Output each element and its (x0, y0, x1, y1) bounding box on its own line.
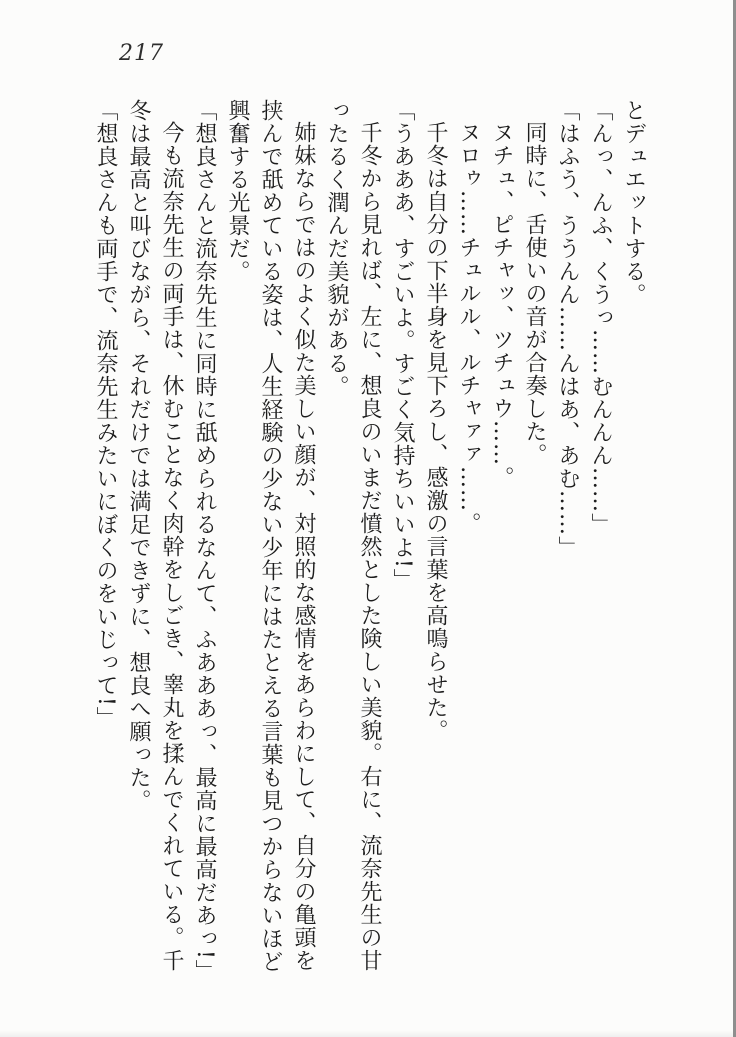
page-number: 217 (119, 41, 164, 66)
text-line: ヌチュ、ピチャッ、ツチュウ……。 (489, 121, 514, 489)
text-line: とデュエットする。 (621, 99, 646, 306)
text-line: 挟んで舐めている姿は、人生経験の少ない少年にはたとえる言葉も見つからないほど (258, 99, 283, 973)
text-line: 同時に、舌使いの音が合奏した。 (522, 121, 547, 466)
text-line: 千冬は自分の下半身を見下ろし、感激の言葉を高鳴らせた。 (423, 121, 448, 742)
text-line: 姉妹ならではのよく似た美しい顔が、対照的な感情をあらわにして、自分の亀頭を (291, 121, 316, 972)
text-line: 「想良さんと流奈先生に同時に舐められるなんて、ふあああっ、最高に最高だあっ!」 (192, 99, 217, 983)
text-line: 「想良さんも両手で、流奈先生みたいにぼくのをいじって!」 (93, 99, 118, 730)
text-line: 今も流奈先生の両手は、休むことなく肉幹をしごき、睾丸を揉んでくれている。千 (159, 121, 184, 972)
text-line: 興奮する光景だ。 (225, 99, 250, 283)
text-line: 「んっ、んふ、くうっ……むんんん……」 (588, 99, 613, 536)
text-block (89, 99, 650, 995)
text-line: 千冬から見れば、左に、想良のいまだ憤然とした険しい美貌。右に、流奈先生の甘 (357, 121, 382, 972)
page-bottom-shade (0, 1030, 736, 1037)
text-line: 冬は最高と叫びながら、それだけでは満足できずに、想良へ願った。 (126, 99, 151, 812)
text-line: 「はふう、ううんん……んはあ、あむ……」 (555, 99, 580, 559)
text-line: ヌロゥ……チュルル、ルチャァァ……。 (456, 121, 481, 535)
text-line: 「うあああ、すごいよ。すごく気持ちいいよ!」 (390, 99, 415, 592)
text-line: ったるく潤んだ美貌がある。 (324, 99, 349, 398)
